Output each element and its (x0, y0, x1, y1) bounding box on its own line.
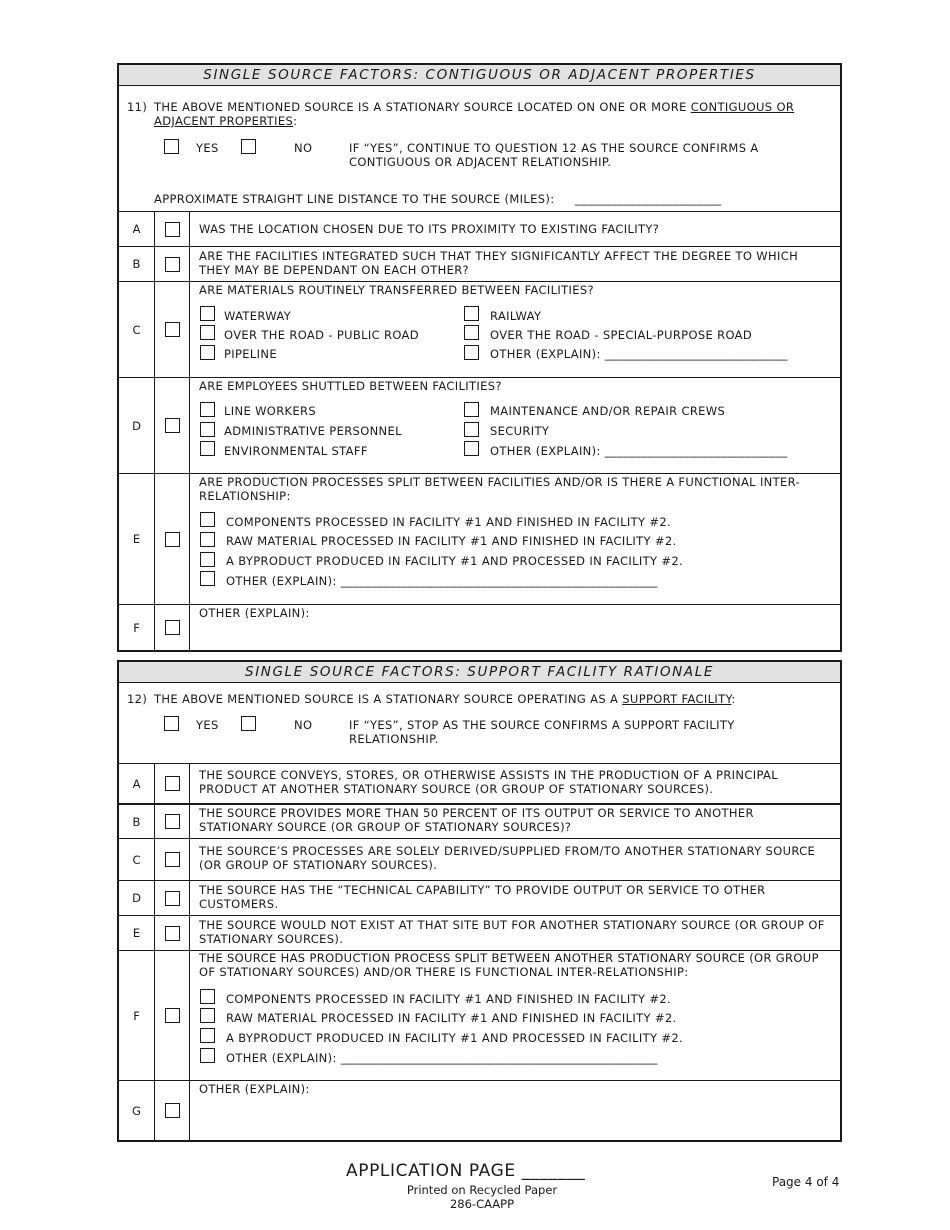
row-text: THE SOURCE CONVEYS, STORES, OR OTHERWISE ASSISTS IN THE PRODUCTION OF A PRINCIPAL PRODUCT AT ANOTHER STATIONARY SOURCE (OR GROUP OF STATIONARY SOURCES). (199, 768, 779, 796)
row-g (119, 1080, 840, 1140)
security-label: SECURITY (490, 424, 550, 438)
other-employees-checkbox[interactable] (464, 441, 479, 456)
row-c-checkbox[interactable] (165, 852, 180, 867)
other-process-checkbox[interactable] (200, 571, 215, 586)
no-checkbox[interactable] (241, 139, 256, 154)
row-text: ARE EMPLOYEES SHUTTLED BETWEEN FACILITIES? (199, 379, 502, 393)
components-label: COMPONENTS PROCESSED IN FACILITY #1 AND FINISHED IN FACILITY #2. (226, 515, 672, 529)
maintenance-crews-label: MAINTENANCE AND/OR REPAIR CREWS (490, 404, 726, 418)
row-e (119, 473, 840, 604)
question-11 (119, 86, 840, 211)
yes-label: YES (196, 718, 219, 732)
row-e-checkbox[interactable] (165, 532, 180, 547)
row-letter: D (119, 378, 155, 473)
yes-checkbox[interactable] (164, 716, 179, 731)
row-d (119, 880, 840, 915)
other-explain-field[interactable]: OTHER (EXPLAIN): (199, 1082, 310, 1096)
row-f-checkbox[interactable] (165, 1008, 180, 1023)
row-f (119, 950, 840, 1080)
byproduct-checkbox[interactable] (200, 1028, 215, 1043)
row-text: THE SOURCE WOULD NOT EXIST AT THAT SITE BUT FOR ANOTHER STATIONARY SOURCE (OR GROUP OF STATIONARY SOURCES). (199, 918, 825, 946)
row-checkbox-cell (155, 764, 190, 803)
section-title: SINGLE SOURCE FACTORS: CONTIGUOUS OR ADJACENT PROPERTIES (119, 65, 840, 86)
row-c (119, 281, 840, 377)
row-letter: F (119, 951, 155, 1080)
components-label: COMPONENTS PROCESSED IN FACILITY #1 AND FINISHED IN FACILITY #2. (226, 992, 672, 1006)
row-letter: A (119, 764, 155, 803)
row-checkbox-cell (155, 474, 190, 604)
section-title: SINGLE SOURCE FACTORS: SUPPORT FACILITY RATIONALE (119, 662, 840, 683)
row-a (119, 763, 840, 803)
row-letter: G (119, 1081, 155, 1140)
admin-personnel-checkbox[interactable] (200, 422, 215, 437)
row-b-checkbox[interactable] (165, 814, 180, 829)
application-page-label: APPLICATION PAGE _______ (346, 1161, 586, 1181)
raw-material-label: RAW MATERIAL PROCESSED IN FACILITY #1 AND FINISHED IN FACILITY #2. (226, 534, 677, 548)
row-checkbox-cell (155, 212, 190, 246)
public-road-checkbox[interactable] (200, 325, 215, 340)
row-text: ARE PRODUCTION PROCESSES SPLIT BETWEEN FACILITIES AND/OR IS THERE A FUNCTIONAL INTER-RELATIONSHIP: (199, 475, 801, 503)
public-road-label: OVER THE ROAD - PUBLIC ROAD (224, 328, 419, 342)
byproduct-label: A BYPRODUCT PRODUCED IN FACILITY #1 AND PROCESSED IN FACILITY #2. (226, 554, 684, 568)
raw-material-checkbox[interactable] (200, 1008, 215, 1023)
environmental-staff-checkbox[interactable] (200, 441, 215, 456)
row-letter: C (119, 839, 155, 880)
byproduct-label: A BYPRODUCT PRODUCED IN FACILITY #1 AND PROCESSED IN FACILITY #2. (226, 1031, 684, 1045)
question-number: 12) (127, 692, 148, 706)
row-e-checkbox[interactable] (165, 926, 180, 941)
other-process-field[interactable]: OTHER (EXPLAIN): ____________________________________________________ (226, 1051, 658, 1065)
row-a (119, 211, 840, 246)
distance-label: APPROXIMATE STRAIGHT LINE DISTANCE TO THE SOURCE (MILES): (154, 192, 555, 206)
railway-label: RAILWAY (490, 309, 542, 323)
other-process-checkbox[interactable] (200, 1048, 215, 1063)
pipeline-checkbox[interactable] (200, 345, 215, 360)
raw-material-checkbox[interactable] (200, 532, 215, 547)
maintenance-crews-checkbox[interactable] (464, 402, 479, 417)
row-checkbox-cell (155, 1081, 190, 1140)
yes-instruction: IF “YES”, CONTINUE TO QUESTION 12 AS THE SOURCE CONFIRMS A CONTIGUOUS OR ADJACENT RELATIONSHIP. (349, 141, 759, 169)
row-text: WAS THE LOCATION CHOSEN DUE TO ITS PROXIMITY TO EXISTING FACILITY? (199, 222, 660, 236)
row-letter: B (119, 805, 155, 838)
row-text: ARE THE FACILITIES INTEGRATED SUCH THAT THEY SIGNIFICANTLY AFFECT THE DEGREE TO WHICH THEY MAY BE DEPENDANT ON EACH OTHER? (199, 249, 799, 277)
row-letter: A (119, 212, 155, 246)
row-letter: E (119, 474, 155, 604)
row-c-checkbox[interactable] (165, 322, 180, 337)
line-workers-label: LINE WORKERS (224, 404, 317, 418)
page-number: Page 4 of 4 (772, 1175, 840, 1189)
row-text: THE SOURCE’S PROCESSES ARE SOLELY DERIVED/SUPPLIED FROM/TO ANOTHER STATIONARY SOURCE (OR GROUP OF STATIONARY SOURCES). (199, 844, 816, 872)
yes-label: YES (196, 141, 219, 155)
row-checkbox-cell (155, 247, 190, 281)
raw-material-label: RAW MATERIAL PROCESSED IN FACILITY #1 AND FINISHED IN FACILITY #2. (226, 1011, 677, 1025)
yes-checkbox[interactable] (164, 139, 179, 154)
no-label: NO (294, 718, 313, 732)
environmental-staff-label: ENVIRONMENTAL STAFF (224, 444, 368, 458)
row-f (119, 604, 840, 650)
row-letter: F (119, 605, 155, 650)
components-checkbox[interactable] (200, 512, 215, 527)
row-d (119, 377, 840, 473)
other-materials-checkbox[interactable] (464, 345, 479, 360)
question-text: THE ABOVE MENTIONED SOURCE IS A STATIONARY SOURCE LOCATED ON ONE OR MORE CONTIGUOUS OR ADJACENT PROPERTIES: (154, 100, 795, 128)
waterway-checkbox[interactable] (200, 306, 215, 321)
contiguous-properties-section (117, 63, 842, 652)
row-checkbox-cell (155, 951, 190, 1080)
security-checkbox[interactable] (464, 422, 479, 437)
row-c (119, 838, 840, 880)
row-g-checkbox[interactable] (165, 1103, 180, 1118)
railway-checkbox[interactable] (464, 306, 479, 321)
row-b-checkbox[interactable] (165, 257, 180, 272)
other-explain-field[interactable]: OTHER (EXPLAIN): (199, 606, 310, 620)
row-a-checkbox[interactable] (165, 776, 180, 791)
special-road-checkbox[interactable] (464, 325, 479, 340)
byproduct-checkbox[interactable] (200, 552, 215, 567)
row-checkbox-cell (155, 378, 190, 473)
yes-instruction: IF “YES”, STOP AS THE SOURCE CONFIRMS A SUPPORT FACILITY RELATIONSHIP. (349, 718, 735, 746)
special-road-label: OVER THE ROAD - SPECIAL-PURPOSE ROAD (490, 328, 753, 342)
row-f-checkbox[interactable] (165, 620, 180, 635)
row-checkbox-cell (155, 881, 190, 915)
pipeline-label: PIPELINE (224, 347, 277, 361)
row-checkbox-cell (155, 282, 190, 377)
other-materials-field[interactable]: OTHER (EXPLAIN): ______________________________ (490, 347, 788, 361)
row-a-checkbox[interactable] (165, 222, 180, 237)
row-b (119, 803, 840, 838)
row-text: THE SOURCE HAS THE “TECHNICAL CAPABILITY” TO PROVIDE OUTPUT OR SERVICE TO OTHER CUSTOMERS. (199, 883, 766, 911)
row-checkbox-cell (155, 805, 190, 838)
row-checkbox-cell (155, 916, 190, 950)
row-checkbox-cell (155, 839, 190, 880)
components-checkbox[interactable] (200, 989, 215, 1004)
row-d-checkbox[interactable] (165, 891, 180, 906)
row-e (119, 915, 840, 950)
row-letter: E (119, 916, 155, 950)
support-facility-section (117, 660, 842, 1142)
row-b (119, 246, 840, 281)
other-process-field[interactable]: OTHER (EXPLAIN): ____________________________________________________ (226, 574, 658, 588)
admin-personnel-label: ADMINISTRATIVE PERSONNEL (224, 424, 402, 438)
question-number: 11) (127, 100, 148, 114)
row-text: THE SOURCE PROVIDES MORE THAN 50 PERCENT OF ITS OUTPUT OR SERVICE TO ANOTHER STATIONARY SOURCE (OR GROUP OF STATIONARY SOURCES)? (199, 806, 754, 834)
distance-input[interactable]: ________________________ (575, 192, 722, 206)
row-letter: C (119, 282, 155, 377)
question-12 (119, 683, 840, 763)
no-label: NO (294, 141, 313, 155)
row-text: THE SOURCE HAS PRODUCTION PROCESS SPLIT BETWEEN ANOTHER STATIONARY SOURCE (OR GROUP OF STATIONARY SOURCES) AND/OR THERE IS FUNCTIONAL INTER-RELATIONSHIP: (199, 951, 819, 979)
row-letter: D (119, 881, 155, 915)
row-letter: B (119, 247, 155, 281)
waterway-label: WATERWAY (224, 309, 292, 323)
printed-note: Printed on Recycled Paper (406, 1183, 558, 1197)
row-text: ARE MATERIALS ROUTINELY TRANSFERRED BETWEEN FACILITIES? (199, 283, 594, 297)
question-text: THE ABOVE MENTIONED SOURCE IS A STATIONARY SOURCE OPERATING AS A SUPPORT FACILITY: (154, 692, 736, 706)
row-d-checkbox[interactable] (165, 418, 180, 433)
form-code: 286-CAAPP (449, 1197, 515, 1211)
row-checkbox-cell (155, 605, 190, 650)
line-workers-checkbox[interactable] (200, 402, 215, 417)
no-checkbox[interactable] (241, 716, 256, 731)
other-employees-field[interactable]: OTHER (EXPLAIN): ______________________________ (490, 444, 788, 458)
